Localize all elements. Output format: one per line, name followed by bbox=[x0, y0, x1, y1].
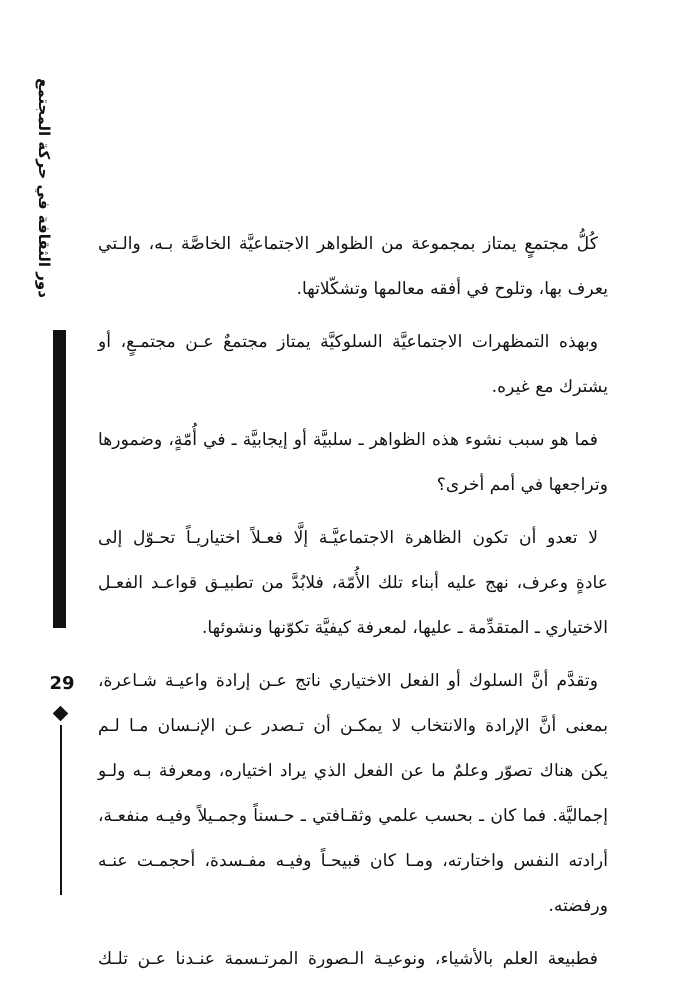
text-line: أرادته النفس واختارته، ومـا كان قبيحـاً وفيـه مفـسدة، أحجمـت عنـه bbox=[98, 851, 608, 871]
text-line: الاختياري ـ المتقدِّمة ـ عليها، لمعرفة كيفيَّة تكوّنها ونشوئها. bbox=[201, 618, 608, 638]
text-line: وبهذه التمظهرات الاجتماعيَّة السلوكيَّة يمتاز مجتمعٌ عـن مجتمـعٍ، أو bbox=[98, 332, 598, 352]
text-line: وتراجعها في أمم أخرى؟ bbox=[436, 475, 608, 495]
page-number: 29 bbox=[49, 673, 75, 694]
decorative-side-line bbox=[60, 725, 62, 895]
body-text bbox=[98, 222, 608, 990]
text-line: وتقدَّم أنَّ السلوك أو الفعل الاختياري ناتج عـن إرادة واعيـة شـاعرة، bbox=[98, 671, 598, 691]
text-line: يعرف بها، وتلوح في أفقه معالمها وتشكّلاتها. bbox=[296, 279, 608, 299]
text-line: عادةٍ وعرف، نهج عليه أبناء تلك الأُمّة، فلابُدَّ من تطبيـق قواعـد الفعـل bbox=[98, 573, 608, 593]
text-line: فما هو سبب نشوء هذه الظواهر ـ سلبيَّة أو إيجابيَّة ـ في أُمّةٍ، وضمورها bbox=[98, 430, 598, 450]
running-head-text: دور الثقافة في حركة المجتمع bbox=[35, 77, 54, 298]
text-line: كُلُّ مجتمعٍ يمتاز بمجموعة من الظواهر الاجتماعيَّة الخاصَّة بـه، والـتي bbox=[98, 234, 598, 254]
text-line: يكن هناك تصوّر وعلمٌ ما عن الفعل الذي يراد اختياره، ومعرفة بـه ولـو bbox=[98, 761, 608, 781]
text-line: لا تعدو أن تكون الظاهرة الاجتماعيَّـة إلَّا فعـلاً اختياريـاً تحـوّل إلى bbox=[98, 528, 598, 548]
paragraph-5 bbox=[98, 659, 608, 929]
text-line: فطبيعة العلم بالأشياء، ونوعيـة الـصورة المرتـسمة عنـدنا عـن تلـك bbox=[98, 949, 598, 969]
running-head bbox=[29, 77, 59, 298]
diamond-ornament-icon bbox=[53, 706, 69, 722]
paragraph-3 bbox=[98, 418, 608, 508]
text-line: يشترك مع غيره. bbox=[491, 377, 608, 397]
decorative-side-bar bbox=[53, 330, 66, 628]
paragraph-2 bbox=[98, 320, 608, 410]
text-line: بمعنى أنَّ الإرادة والانتخاب لا يمكـن أن تـصدر عـن الإنـسان مـا لـم bbox=[98, 716, 608, 736]
paragraph-1 bbox=[98, 222, 608, 312]
paragraph-4 bbox=[98, 516, 608, 651]
paragraph-6 bbox=[98, 937, 608, 982]
text-line: ورفضته. bbox=[548, 896, 608, 916]
text-line: إجماليَّة. فما كان ـ بحسب علمي وثقـافتي ـ حـسناً وجمـيلاً وفيـه منفعـة، bbox=[98, 806, 608, 826]
